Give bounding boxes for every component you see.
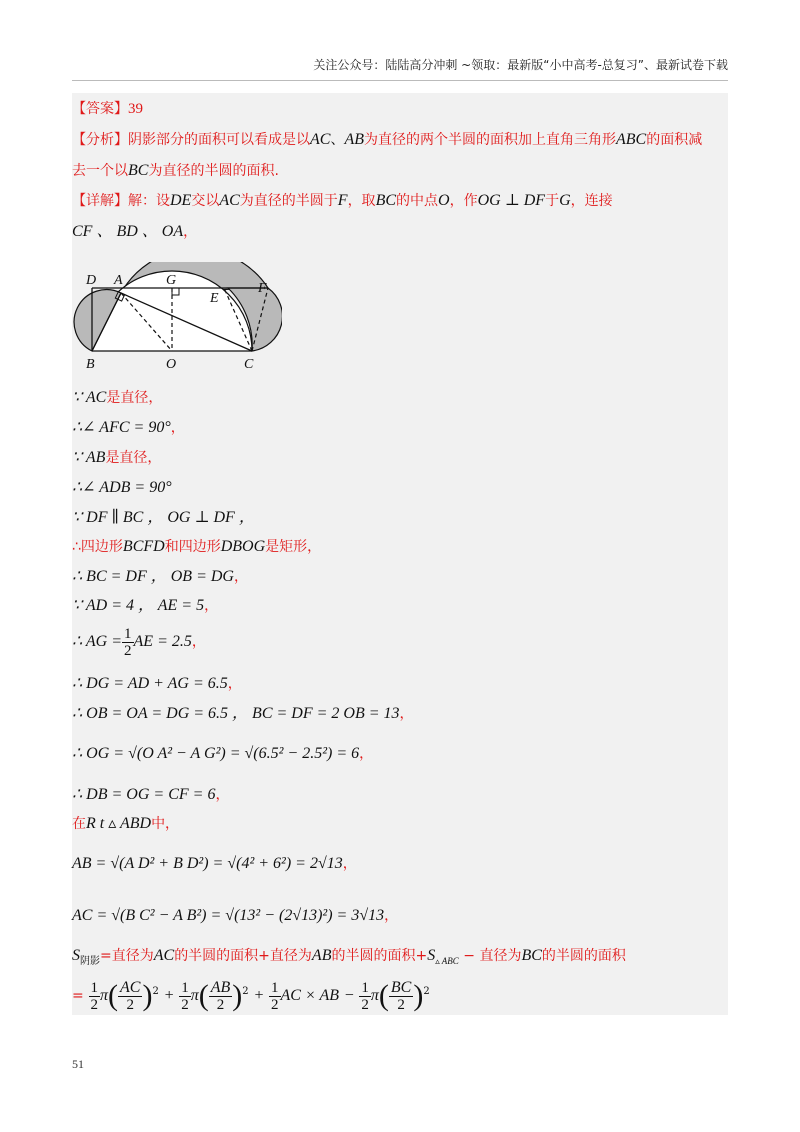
step-text: ， xyxy=(359,746,374,762)
subscript-abc: ▵ ABC xyxy=(435,956,459,966)
pi: π xyxy=(190,987,199,1004)
label-c: C xyxy=(244,357,254,372)
math-bc: BC xyxy=(375,192,397,209)
step-17 xyxy=(72,945,728,972)
separator: 、 xyxy=(330,132,345,148)
fraction-half xyxy=(269,980,281,1013)
math-expr: DBOG xyxy=(220,538,266,555)
minus: − xyxy=(343,987,355,1004)
numerator: AC xyxy=(120,978,141,996)
math-bc: BC xyxy=(128,162,149,179)
step-text: ， xyxy=(342,856,357,872)
step-3 xyxy=(72,447,728,468)
math-g: G xyxy=(559,192,571,209)
math-og-perp-df: OG ⊥ DF xyxy=(477,192,546,209)
step-18 xyxy=(72,974,728,1014)
equals: = xyxy=(72,988,84,1004)
denominator: 2 xyxy=(126,996,134,1013)
pi: π xyxy=(370,987,379,1004)
step-1 xyxy=(72,387,728,408)
pi: π xyxy=(100,987,109,1004)
label-g: G xyxy=(166,273,177,288)
step-text: − 直径为 xyxy=(458,948,522,964)
step-16 xyxy=(72,905,728,926)
step-text: ， xyxy=(399,706,414,722)
detail-text: 的中点 xyxy=(396,193,439,209)
denominator: 2 xyxy=(397,996,405,1013)
math-expr: AB xyxy=(311,947,332,964)
denominator: 2 xyxy=(361,996,369,1013)
math-expr: R t ▵ ABD xyxy=(86,815,152,832)
analysis-text: 阴影部分的面积可以看成是以 xyxy=(128,132,310,148)
step-text: 是直径， xyxy=(106,390,163,406)
step-9 xyxy=(72,624,728,659)
denominator: 2 xyxy=(90,996,99,1013)
step-12 xyxy=(72,743,728,764)
step-15 xyxy=(72,853,728,874)
step-text: ， xyxy=(384,908,399,924)
step-13 xyxy=(72,784,728,805)
detail-tag: 【详解】 xyxy=(72,193,128,209)
step-text: 的半圆的面积+直径为 xyxy=(174,948,312,964)
math-expr: AC = √(B C² − A B²) = √(13² − (2√13)²) = 3√13 xyxy=(72,907,385,924)
step-text: ， xyxy=(215,787,230,803)
numerator: BC xyxy=(390,978,412,996)
fraction-half xyxy=(359,980,371,1013)
math-expr: AB = √(A D² + B D²) = √(4² + 6²) = 2√13 xyxy=(72,855,343,872)
answer-tag: 【答案】 xyxy=(72,101,128,117)
step-text: =直径为 xyxy=(100,948,154,964)
label-e: E xyxy=(210,291,219,306)
numerator: 1 xyxy=(271,979,279,996)
math-ac: AC xyxy=(219,192,240,209)
paren: ) xyxy=(142,979,153,1012)
plus: + xyxy=(253,987,265,1004)
fraction-ab-2 xyxy=(209,980,233,1013)
detail-line-2 xyxy=(72,221,728,242)
subscript-shaded: 阴影 xyxy=(80,956,100,967)
detail-text: 为直径的半圆于 xyxy=(239,193,338,209)
comma: ， xyxy=(183,224,198,240)
math-expr: ∴ AG = xyxy=(72,633,123,650)
math-expr: ∴ OB = OA = DG = 6.5 ， BC = DF = 2 OB = 13 xyxy=(72,705,400,722)
exponent: 2 xyxy=(242,986,249,997)
step-10 xyxy=(72,673,728,694)
paren: ( xyxy=(198,979,209,1012)
paren: ( xyxy=(378,979,389,1012)
math-expr: ∵ AD = 4 ， AE = 5 xyxy=(72,597,205,614)
fraction-ac-2 xyxy=(118,980,142,1013)
label-a: A xyxy=(114,273,123,288)
math-s: S xyxy=(427,947,436,964)
math-expr: BC xyxy=(521,947,542,964)
step-text: 的半圆的面积 xyxy=(541,948,626,964)
analysis-line-2 xyxy=(72,160,728,181)
math-expr: ∴ BC = DF ， OB = DG xyxy=(72,568,234,585)
analysis-line-1 xyxy=(72,129,728,150)
plus: + xyxy=(163,987,175,1004)
numerator: AB xyxy=(210,978,231,996)
analysis-text: 的面积减 xyxy=(646,132,703,148)
math-s: S xyxy=(72,947,80,964)
label-o: O xyxy=(166,357,177,372)
step-5 xyxy=(72,507,728,528)
step-text: 的半圆的面积+ xyxy=(331,948,428,964)
denominator: 2 xyxy=(271,996,279,1013)
detail-text: ，取 xyxy=(347,193,376,209)
step-7 xyxy=(72,566,728,587)
step-text: 是矩形， xyxy=(265,539,322,555)
step-text: 中， xyxy=(151,816,180,832)
step-11 xyxy=(72,703,728,724)
step-text: ， xyxy=(191,634,206,650)
header-divider xyxy=(72,80,728,81)
math-expr: ∴∠ AFC = 90° xyxy=(72,419,171,436)
answer-value: 39 xyxy=(128,101,143,117)
page-header: 关注公众号：陆陆高分冲刺 ~领取：最新版“小中高考-总复习”、最新试卷下载 xyxy=(313,58,728,72)
step-text: ， xyxy=(170,420,185,436)
math-expr: AC xyxy=(153,947,175,964)
math-f: F xyxy=(337,192,348,209)
geometry-figure xyxy=(72,262,282,374)
paren: ) xyxy=(232,979,243,1012)
denominator: 2 xyxy=(181,996,189,1013)
denominator: 2 xyxy=(216,996,225,1013)
math-ac: AC xyxy=(310,131,331,148)
math-expr: AE = 2.5 xyxy=(133,633,192,650)
step-text: ∴四边形 xyxy=(72,539,123,555)
answer-line xyxy=(72,98,728,119)
analysis-tag: 【分析】 xyxy=(72,132,128,148)
math-connect-list: CF 、 BD 、 OA xyxy=(72,223,184,240)
analysis-text: 为直径的两个半圆的面积加上直角三角形 xyxy=(364,132,616,148)
numerator: 1 xyxy=(181,979,189,996)
step-text: 是直径， xyxy=(105,450,162,466)
step-text: ， xyxy=(234,569,248,585)
fraction-half xyxy=(179,980,191,1013)
math-expr: ∴ OG = √(O A² − A G²) = √(6.5² − 2.5²) = 6 xyxy=(72,745,360,762)
math-expr: ∵ DF ∥ BC ， OG ⊥ DF ， xyxy=(72,509,255,526)
math-expr: AC × AB xyxy=(280,987,340,1004)
detail-text: 交以 xyxy=(191,193,220,209)
math-expr: BCFD xyxy=(122,538,165,555)
step-text: ， xyxy=(227,676,242,692)
detail-text: 于 xyxy=(545,193,560,209)
fraction-half xyxy=(89,980,101,1013)
step-14 xyxy=(72,813,728,834)
exponent: 2 xyxy=(152,986,159,997)
numerator: 1 xyxy=(361,979,369,996)
detail-text: 解：设 xyxy=(128,193,170,209)
math-expr: ∴ DB = OG = CF = 6 xyxy=(72,786,216,803)
detail-line-1 xyxy=(72,190,728,211)
numerator: 1 xyxy=(90,979,99,996)
math-abc: ABC xyxy=(616,131,647,148)
step-text: 在 xyxy=(72,816,86,832)
exponent: 2 xyxy=(423,986,430,997)
paren: ) xyxy=(413,979,424,1012)
math-ab: AB xyxy=(344,131,364,148)
step-text: ， xyxy=(204,598,219,614)
detail-text: ，连接 xyxy=(570,193,613,209)
math-expr: ∴∠ ADB = 90° xyxy=(72,479,172,496)
step-text: 和四边形 xyxy=(164,539,221,555)
math-o: O xyxy=(438,192,450,209)
numerator: 1 xyxy=(124,625,132,642)
math-expr: ∴ DG = AD + AG = 6.5 xyxy=(72,675,228,692)
step-2 xyxy=(72,417,728,438)
step-4 xyxy=(72,477,728,498)
math-de: DE xyxy=(170,192,192,209)
label-f: F xyxy=(258,281,267,296)
step-8 xyxy=(72,595,728,616)
fraction-half xyxy=(122,626,134,659)
math-expr: ∵ AB xyxy=(72,449,106,466)
analysis-text: 为直径的半圆的面积. xyxy=(148,163,279,179)
math-expr: ∵ AC xyxy=(72,389,107,406)
detail-text: ，作 xyxy=(449,193,478,209)
analysis-text: 去一个以 xyxy=(72,163,128,179)
page-number: 51 xyxy=(72,1057,84,1071)
label-d: D xyxy=(86,273,97,288)
paren: ( xyxy=(108,979,119,1012)
step-6 xyxy=(72,536,728,557)
fraction-bc-2 xyxy=(389,980,413,1013)
denominator: 2 xyxy=(124,642,132,659)
label-b: B xyxy=(86,357,95,372)
